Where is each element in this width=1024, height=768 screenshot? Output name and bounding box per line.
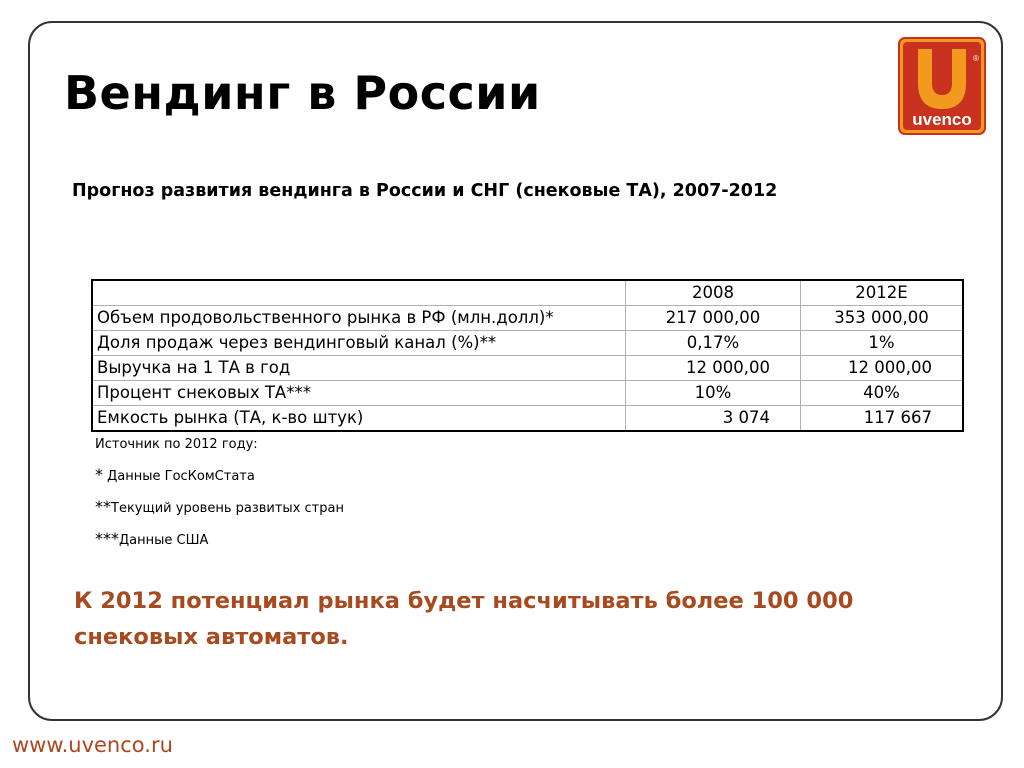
header-cell-2008: 2008 <box>626 280 801 306</box>
page-title: Вендинг в России <box>64 66 541 120</box>
cell-2008: 10% <box>626 381 801 406</box>
cell-2008: 12 000,00 <box>626 356 801 381</box>
cell-2012e: 117 667 <box>801 406 964 432</box>
row-label: Объем продовольственного рынка в РФ (млн.долл)* <box>92 306 626 331</box>
row-label: Доля продаж через вендинговый канал (%)** <box>92 331 626 356</box>
cell-2008: 0,17% <box>626 331 801 356</box>
header-cell-2012e: 2012E <box>801 280 964 306</box>
row-label: Выручка на 1 ТА в год <box>92 356 626 381</box>
cell-2012e: 40% <box>801 381 964 406</box>
footnote-3 <box>95 529 344 548</box>
footnote-3-text: Данные США <box>119 533 209 548</box>
table-row <box>92 356 963 381</box>
table-header-row <box>92 280 963 306</box>
footnote-2 <box>95 497 344 516</box>
cell-2012e: 353 000,00 <box>801 306 964 331</box>
cell-2012e: 12 000,00 <box>801 356 964 381</box>
row-label: Емкость рынка (ТА, к-во штук) <box>92 406 626 432</box>
footnote-1 <box>95 465 344 484</box>
cell-2012e: 1% <box>801 331 964 356</box>
forecast-table <box>91 279 964 432</box>
table-caption: Прогноз развития вендинга в России и СНГ (снековые ТА), 2007-2012 <box>72 181 778 201</box>
table-row <box>92 331 963 356</box>
logo-wordmark: uvenco <box>912 110 972 129</box>
row-label: Процент снековых ТА*** <box>92 381 626 406</box>
source-note: Источник по 2012 году: <box>95 437 258 452</box>
header-cell-empty <box>92 280 626 306</box>
footnote-2-text: Текущий уровень развитых стран <box>111 501 344 516</box>
footnote-1-mark: * <box>95 465 103 484</box>
conclusion-text: К 2012 потенциал рынка будет насчитывать более 100 000 снековых автоматов. <box>74 588 854 650</box>
footnotes <box>95 437 344 561</box>
uvenco-logo[interactable] <box>898 37 986 135</box>
footnote-3-mark: *** <box>95 529 119 548</box>
table-row <box>92 381 963 406</box>
uvenco-logo-graphic <box>898 37 986 135</box>
cell-2008: 217 000,00 <box>626 306 801 331</box>
table-row <box>92 306 963 331</box>
website-link[interactable]: www.uvenco.ru <box>12 733 173 757</box>
footnote-1-text: Данные ГосКомСтата <box>103 469 255 484</box>
footnote-2-mark: ** <box>95 497 111 516</box>
table-row <box>92 406 963 432</box>
registered-mark: ® <box>973 54 979 63</box>
cell-2008: 3 074 <box>626 406 801 432</box>
